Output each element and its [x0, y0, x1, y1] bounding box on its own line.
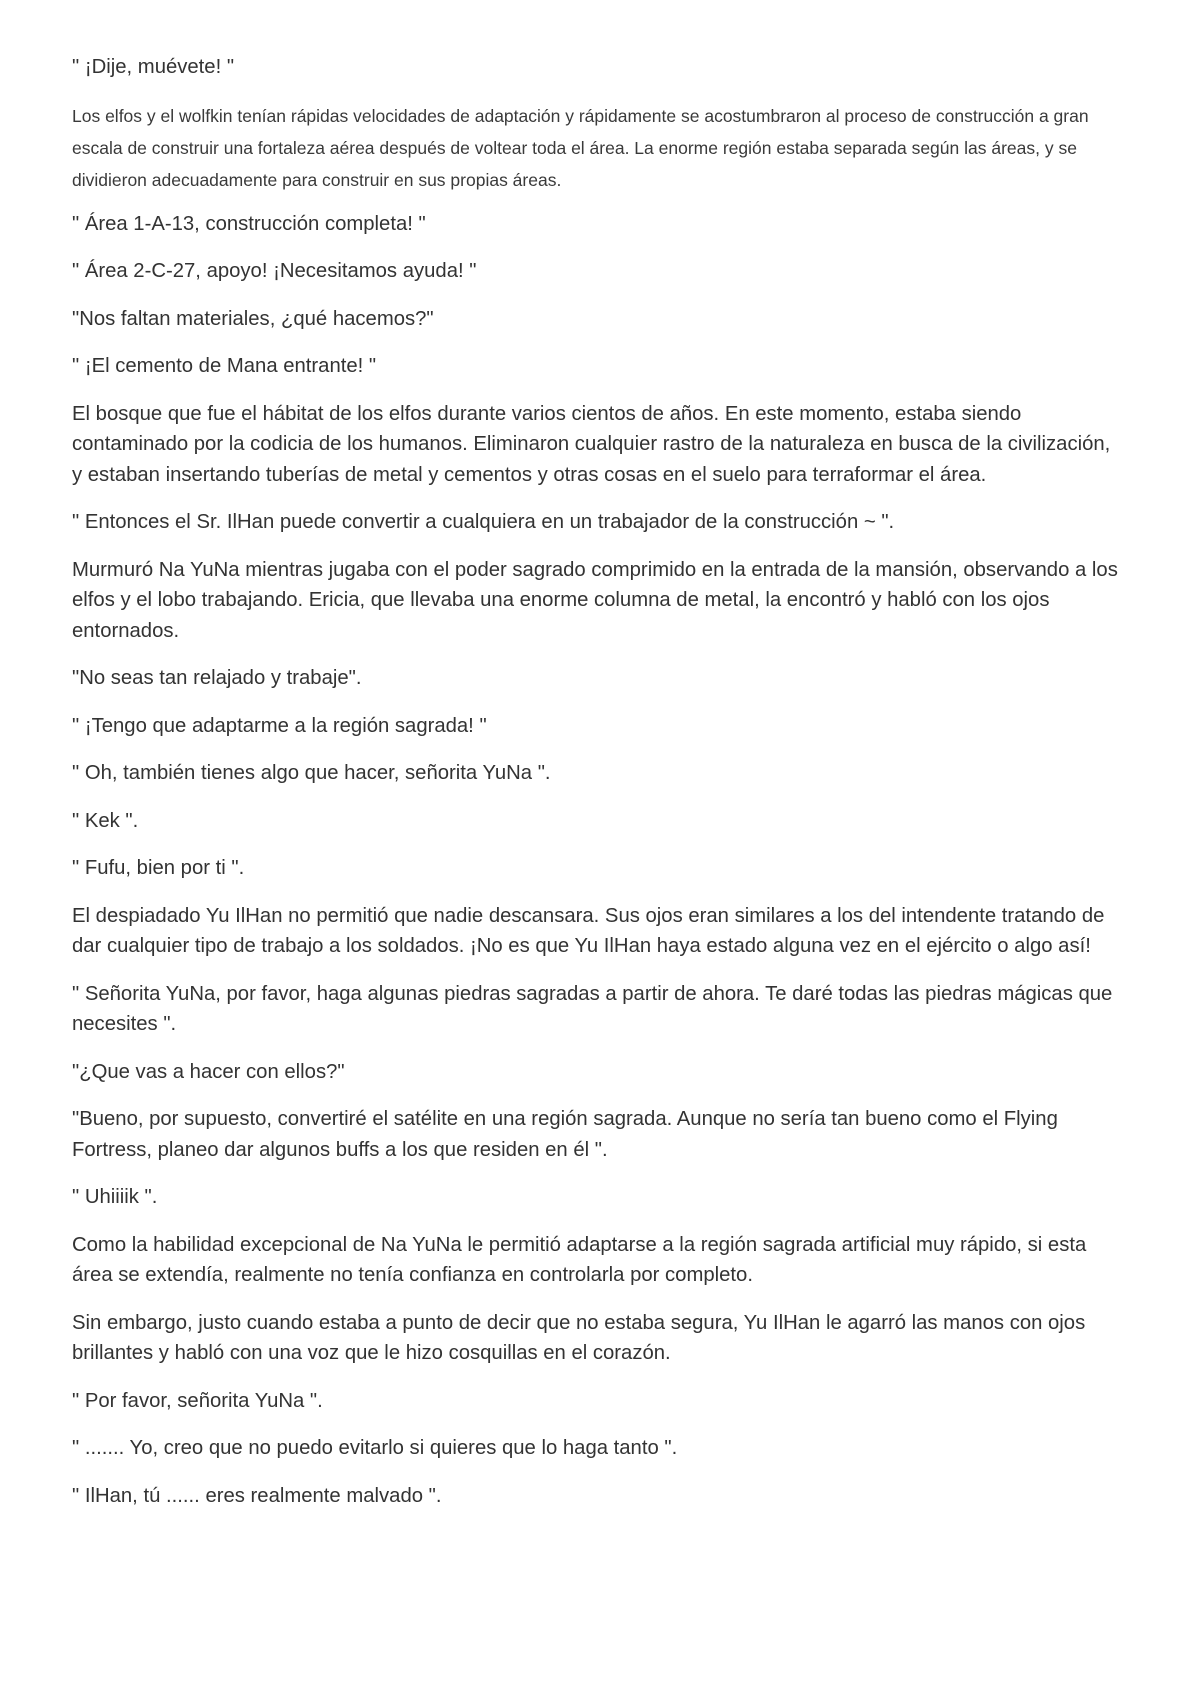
dialogue-line: "No seas tan relajado y trabaje".: [72, 667, 362, 689]
narration-paragraph: Sin embargo, justo cuando estaba a punto de decir que no estaba segura, Yu IlHan le agarró las manos con ojos brillantes y habló con una voz que le hizo cosquillas en el corazón.: [72, 1311, 1086, 1364]
dialogue-line: " Oh, también tienes algo que hacer, señorita YuNa ".: [72, 762, 551, 784]
dialogue-line: " Señorita YuNa, por favor, haga algunas piedras sagradas a partir de ahora. Te daré todas las piedras mágicas que necesites ".: [72, 982, 1113, 1035]
dialogue-line: " ¡Tengo que adaptarme a la región sagrada! ": [72, 714, 487, 737]
dialogue-line: "Nos faltan materiales, ¿qué hacemos?": [72, 307, 434, 330]
narration-paragraph: El bosque que fue el hábitat de los elfos durante varios cientos de años. En este momento, estaba siendo contaminado por la codicia de los humanos. Eliminaron cualquier rastro de la naturaleza en busca de la civilización, y estaban insertando tuberías de metal y cementos y otras cosas en el suelo para terraformar el área.: [72, 402, 1111, 486]
narration-paragraph: Los elfos y el wolfkin tenían rápidas velocidades de adaptación y rápidamente se acostumbraron al proceso de construcción a gran escala de construir una fortaleza aérea después de voltear toda el área. La enorme región estaba separada según las áreas, y se dividieron adecuadamente para construir en sus propias áreas.: [72, 105, 1089, 190]
dialogue-line: " Por favor, señorita YuNa ".: [72, 1389, 323, 1412]
narration-paragraph: Como la habilidad excepcional de Na YuNa le permitió adaptarse a la región sagrada artificial muy rápido, si esta área se extendía, realmente no tenía confianza en controlarla por completo.: [72, 1233, 1087, 1286]
narration-paragraph: Murmuró Na YuNa mientras jugaba con el poder sagrado comprimido en la entrada de la mansión, observando a los elfos y el lobo trabajando. Ericia, que llevaba una enorme columna de metal, la encontró y habló con los ojos entornados.: [72, 558, 1118, 642]
dialogue-line: " ....... Yo, creo que no puedo evitarlo si quieres que lo haga tanto ".: [72, 1437, 678, 1459]
dialogue-line: " ¡El cemento de Mana entrante! ": [72, 355, 377, 377]
dialogue-line: " Área 1-A-13, construcción completa! ": [72, 212, 426, 235]
dialogue-line: "¿Que vas a hacer con ellos?": [72, 1060, 345, 1083]
dialogue-line: " Kek ".: [72, 809, 139, 832]
dialogue-line: " ¡Dije, muévete! ": [72, 56, 235, 78]
dialogue-line: " Fufu, bien por ti ".: [72, 857, 245, 879]
narration-paragraph: El despiadado Yu IlHan no permitió que nadie descansara. Sus ojos eran similares a los del intendente tratando de dar cualquier tipo de trabajo a los soldados. ¡No es que Yu IlHan haya estado alguna vez en el ejército o algo así!: [72, 904, 1105, 957]
dialogue-line: " Entonces el Sr. IlHan puede convertir a cualquiera en un trabajador de la construcción ~ ".: [72, 511, 895, 533]
document-body: [72, 52, 1122, 1528]
dialogue-line: "Bueno, por supuesto, convertiré el satélite en una región sagrada. Aunque no sería tan bueno como el Flying Fortress, planeo dar algunos buffs a los que residen en él ".: [72, 1108, 1058, 1161]
dialogue-line: " Área 2-C-27, apoyo! ¡Necesitamos ayuda! ": [72, 260, 477, 282]
dialogue-line: " Uhiiiik ".: [72, 1186, 158, 1208]
dialogue-line: " IlHan, tú ...... eres realmente malvado ".: [72, 1484, 442, 1507]
